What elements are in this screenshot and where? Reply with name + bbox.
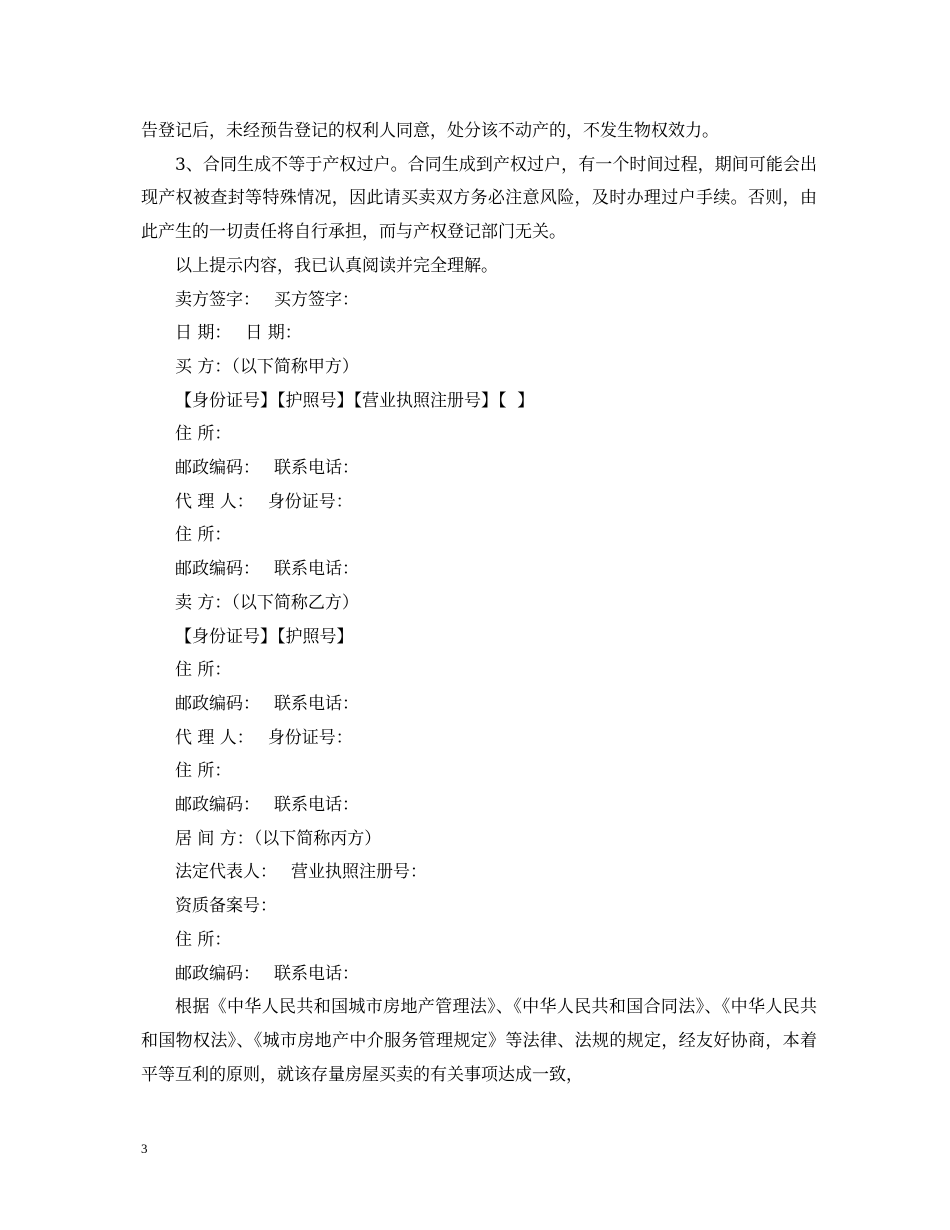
buyer-contact-line xyxy=(141,452,817,486)
broker-postal: 邮政编码： xyxy=(175,963,260,984)
seller-phone: 联系电话： xyxy=(274,693,359,714)
paragraph-note-3: 3、合同生成不等于产权过户。合同生成到产权过户，有一个时间过程，期间可能会出现产权被查封等特殊情况，因此请买卖双方务必注意风险，及时办理过户手续。否则，由此产生的一切责任将自行承担，而与产权登记部门无关。 xyxy=(141,154,817,243)
date-label-buyer: 日 期： xyxy=(245,323,302,344)
buyer-agent-address: 住 所： xyxy=(175,525,232,546)
page-number: 3 xyxy=(141,1141,148,1156)
broker-legal-rep: 法定代表人： xyxy=(175,862,277,883)
buyer-agent-line xyxy=(141,486,817,520)
date-line xyxy=(141,317,817,351)
seller-postal: 邮政编码： xyxy=(175,693,260,714)
seller-agent: 代 理 人： xyxy=(175,727,254,748)
buyer-agent: 代 理 人： xyxy=(175,491,254,512)
seller-address: 住 所： xyxy=(175,660,232,681)
seller-agent-id: 身份证号： xyxy=(267,727,353,748)
buyer-agent-phone: 联系电话： xyxy=(274,559,359,580)
seller-contact-line xyxy=(141,688,817,722)
seller-agent-postal: 邮政编码： xyxy=(175,795,260,816)
seller-agent-phone: 联系电话： xyxy=(274,795,359,816)
broker-title: 居 间 方：（以下简称丙方） xyxy=(175,828,382,849)
seller-agent-contact-line xyxy=(141,789,817,823)
broker-license: 营业执照注册号： xyxy=(291,862,427,883)
seller-agent-line xyxy=(141,722,817,756)
broker-address: 住 所： xyxy=(175,929,232,950)
buyer-agent-id: 身份证号： xyxy=(267,491,353,512)
buyer-agent-postal: 邮政编码： xyxy=(175,559,260,580)
buyer-postal: 邮政编码： xyxy=(175,458,260,479)
buyer-title: 买 方：（以下简称甲方） xyxy=(175,356,359,377)
broker-legal-line xyxy=(141,856,817,890)
broker-contact-line xyxy=(141,958,817,992)
seller-id-types: 【身份证号】【护照号】 xyxy=(175,626,354,647)
signature-line xyxy=(141,284,817,318)
seller-title: 卖 方：（以下简称乙方） xyxy=(175,592,359,613)
seller-agent-address: 住 所： xyxy=(175,761,232,782)
buyer-agent-contact-line xyxy=(141,553,817,587)
buyer-address: 住 所： xyxy=(175,424,232,445)
paragraph-continuation: 告登记后，未经预告登记的权利人同意，处分该不动产的，不发生物权效力。 xyxy=(141,121,719,141)
broker-phone: 联系电话： xyxy=(274,963,359,984)
buyer-phone: 联系电话： xyxy=(274,458,359,479)
paragraph-acknowledgement: 以上提示内容，我已认真阅读并完全理解。 xyxy=(175,255,498,276)
buyer-signature-label: 买方签字： xyxy=(274,289,359,310)
document-body xyxy=(141,115,817,1092)
broker-qualification: 资质备案号： xyxy=(175,896,277,917)
seller-signature-label: 卖方签字： xyxy=(175,289,260,310)
buyer-id-types: 【身份证号】【护照号】【营业执照注册号】【 】 xyxy=(175,390,535,411)
date-label-seller: 日 期： xyxy=(175,323,232,344)
paragraph-legal-basis: 根据《中华人民共和国城市房地产管理法》、《中华人民共和国合同法》、《中华人民共和国物权法》、《城市房地产中介服务管理规定》等法律、法规的规定，经友好协商，本着平等互利的原则，就该存量房屋买卖的有关事项达成一致， xyxy=(141,997,817,1085)
